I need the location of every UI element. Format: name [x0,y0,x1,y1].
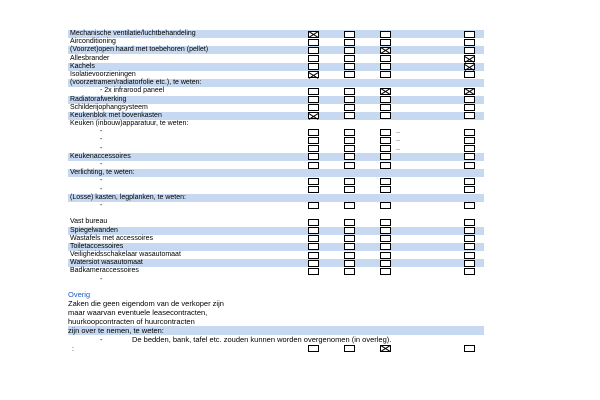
row-checkbox-4[interactable] [464,129,475,136]
checklist-row [68,112,484,120]
row-checkbox-3[interactable] [380,31,391,38]
row-checkbox-1[interactable] [308,129,319,136]
row-label: - 2x infrarood paneel [100,87,165,95]
other-note-dash: - [100,335,103,344]
row-checkbox-2[interactable] [344,145,355,152]
row-checkbox-4[interactable] [464,96,475,103]
row-checkbox-1[interactable] [308,137,319,144]
row-checkbox-2[interactable] [344,88,355,95]
other-note-text: De bedden, bank, tafel etc. zouden kunnen worden overgenomen (in overleg). [132,335,392,344]
row-label: - [100,177,103,185]
checklist-row [68,161,484,169]
row-checkbox-2[interactable] [344,162,355,169]
row-dots: .. [396,136,400,144]
row-label: Mechanische ventilatie/luchtbehandeling [70,30,196,37]
row-checkbox-3[interactable] [380,202,391,209]
row-label: (Losse) kasten, legplanken, te weten: [70,193,186,201]
row-checkbox-3[interactable] [380,145,391,152]
row-checkbox-3[interactable] [380,88,391,95]
row-label: - [100,161,103,168]
row-checkbox-2[interactable] [344,202,355,209]
other-note-checkbox-4[interactable] [464,345,475,352]
row-label: - [100,136,103,144]
row-checkbox-1[interactable] [308,162,319,169]
other-section [68,290,484,353]
row-checkbox-3[interactable] [380,252,391,259]
row-checkbox-1[interactable] [308,252,319,259]
row-label: Kachels [70,62,95,70]
row-checkbox-1[interactable] [308,39,319,46]
row-label: Spiegelwanden [70,226,118,234]
other-note-checkbox-3[interactable] [380,345,391,352]
checklist-row [68,46,484,54]
row-checkbox-4[interactable] [464,39,475,46]
row-checkbox-3[interactable] [380,55,391,62]
other-note-row [68,335,484,344]
row-checkbox-3[interactable] [380,243,391,250]
row-checkbox-1[interactable] [308,268,319,275]
row-checkbox-4[interactable] [464,47,475,54]
row-checkbox-4[interactable] [464,112,475,119]
row-checkbox-4[interactable] [464,104,475,111]
row-checkbox-2[interactable] [344,112,355,119]
checklist-row [68,30,484,38]
row-checkbox-1[interactable] [308,31,319,38]
row-checkbox-1[interactable] [308,219,319,226]
checklist-row [68,71,484,79]
checklist-row [68,243,484,251]
checklist-row [68,136,484,144]
row-checkbox-4[interactable] [464,219,475,226]
row-checkbox-2[interactable] [344,227,355,234]
checklist-row [68,55,484,63]
checklist-row [68,218,484,226]
other-line-2: maar waarvan eventuele leasecontracten, [68,308,208,317]
row-checkbox-4[interactable] [464,235,475,242]
row-checkbox-4[interactable] [464,145,475,152]
checklist-row [68,104,484,112]
row-checkbox-2[interactable] [344,260,355,267]
checklist-row [68,235,484,243]
row-checkbox-4[interactable] [464,55,475,62]
row-checkbox-3[interactable] [380,39,391,46]
checklist-row [68,96,484,104]
row-checkbox-2[interactable] [344,219,355,226]
row-checkbox-4[interactable] [464,178,475,185]
row-checkbox-2[interactable] [344,137,355,144]
row-label: (voorzetramen/radiatorfolie etc.), te weten: [70,79,202,87]
row-checkbox-2[interactable] [344,71,355,78]
row-checkbox-3[interactable] [380,96,391,103]
row-label: Schilderijophangsysteem [70,103,148,111]
row-label: Isolatievoorzieningen [70,70,136,78]
checklist-row [68,153,484,161]
row-checkbox-1[interactable] [308,202,319,209]
row-checkbox-4[interactable] [464,260,475,267]
checklist-row [68,210,484,218]
checklist-row [68,63,484,71]
row-label: Veiligheidsschakelaar wasautomaat [70,251,181,259]
row-label: Allesbrander [70,54,110,62]
row-checkbox-2[interactable] [344,252,355,259]
row-checkbox-3[interactable] [380,186,391,193]
row-checkbox-2[interactable] [344,235,355,242]
row-checkbox-2[interactable] [344,186,355,193]
row-checkbox-1[interactable] [308,243,319,250]
row-checkbox-2[interactable] [344,47,355,54]
row-label: Toiletaccessoires [70,242,124,250]
checklist-row [68,194,484,202]
row-dots: .. [396,128,400,136]
row-checkbox-4[interactable] [464,88,475,95]
row-checkbox-1[interactable] [308,55,319,62]
row-label: Watersiot wasautomaat [70,259,143,267]
row-label: - [100,128,103,136]
checklist-row [68,38,484,46]
footer-colon: : [72,346,74,353]
checklist-row [68,202,484,210]
row-checkbox-2[interactable] [344,63,355,70]
row-checkbox-1[interactable] [308,96,319,103]
checklist-row [68,267,484,275]
checklist-row [68,259,484,267]
checklist-row [68,120,484,128]
row-label: Radiatorafwerking [70,95,127,103]
row-checkbox-4[interactable] [464,153,475,160]
row-checkbox-3[interactable] [380,235,391,242]
row-checkbox-4[interactable] [464,227,475,234]
other-line-4: zijn over te nemen, te weten: [68,326,484,335]
row-checkbox-1[interactable] [308,178,319,185]
other-note-checkboxes [68,344,484,353]
row-checkbox-4[interactable] [464,162,475,169]
checklist-row [68,251,484,259]
row-label: Keukenblok met bovenkasten [70,111,162,119]
row-checkbox-3[interactable] [380,71,391,78]
row-label: Keukenaccessoires [70,152,131,160]
row-checkbox-4[interactable] [464,186,475,193]
row-checkbox-2[interactable] [344,178,355,185]
row-checkbox-3[interactable] [380,153,391,160]
row-checkbox-1[interactable] [308,227,319,234]
row-checkbox-3[interactable] [380,47,391,54]
other-note-checkbox-2[interactable] [344,345,355,352]
row-label: - [100,201,103,209]
row-checkbox-2[interactable] [344,104,355,111]
row-checkbox-3[interactable] [380,227,391,234]
row-checkbox-4[interactable] [464,137,475,144]
row-label: - [100,144,103,152]
row-checkbox-4[interactable] [464,268,475,275]
checklist-row [68,87,484,95]
row-checkbox-4[interactable] [464,243,475,250]
checklist-row [68,79,484,87]
row-checkbox-3[interactable] [380,104,391,111]
row-checkbox-1[interactable] [308,186,319,193]
checklist-row [68,276,484,284]
checklist-rows [68,30,484,284]
row-dots: .. [396,144,400,152]
row-checkbox-3[interactable] [380,162,391,169]
checklist-row [68,186,484,194]
row-checkbox-2[interactable] [344,55,355,62]
row-checkbox-1[interactable] [308,235,319,242]
checklist-row [68,227,484,235]
row-checkbox-3[interactable] [380,63,391,70]
row-checkbox-1[interactable] [308,88,319,95]
other-line-1: Zaken die geen eigendom van de verkoper zijn [68,299,224,308]
row-checkbox-3[interactable] [380,219,391,226]
checklist-row [68,145,484,153]
row-checkbox-4[interactable] [464,63,475,70]
row-label: Wastafels met accessoires [70,234,153,242]
row-checkbox-1[interactable] [308,145,319,152]
other-note-checkbox-1[interactable] [308,345,319,352]
row-label: Badkameraccessoires [70,267,139,275]
row-checkbox-4[interactable] [464,71,475,78]
checklist-row [68,128,484,136]
checklist-row [68,169,484,177]
row-label: - [100,185,103,193]
row-checkbox-1[interactable] [308,47,319,54]
row-label: (Voorzet)open haard met toebehoren (pellet) [70,46,209,54]
row-checkbox-2[interactable] [344,129,355,136]
row-label: Vast bureau [70,218,108,226]
row-label: - [100,275,103,283]
row-checkbox-3[interactable] [380,137,391,144]
row-checkbox-2[interactable] [344,243,355,250]
row-checkbox-2[interactable] [344,31,355,38]
row-checkbox-1[interactable] [308,104,319,111]
row-checkbox-3[interactable] [380,260,391,267]
checklist-row [68,177,484,185]
row-checkbox-3[interactable] [380,129,391,136]
row-checkbox-3[interactable] [380,112,391,119]
row-label: Airconditioning [70,38,116,46]
row-checkbox-2[interactable] [344,153,355,160]
row-checkbox-1[interactable] [308,71,319,78]
row-label: Keuken (inbouw)apparatuur, te weten: [70,120,189,128]
row-checkbox-3[interactable] [380,268,391,275]
other-line-3: huurkoopcontracten of huurcontracten [68,317,195,326]
row-checkbox-4[interactable] [464,252,475,259]
row-checkbox-2[interactable] [344,96,355,103]
row-checkbox-1[interactable] [308,63,319,70]
row-checkbox-1[interactable] [308,112,319,119]
row-checkbox-4[interactable] [464,202,475,209]
row-checkbox-1[interactable] [308,153,319,160]
row-checkbox-1[interactable] [308,260,319,267]
row-checkbox-3[interactable] [380,178,391,185]
other-header: Overig [68,290,91,299]
row-checkbox-2[interactable] [344,39,355,46]
row-checkbox-2[interactable] [344,268,355,275]
row-checkbox-4[interactable] [464,31,475,38]
row-label: Verlichting, te weten: [70,169,135,177]
